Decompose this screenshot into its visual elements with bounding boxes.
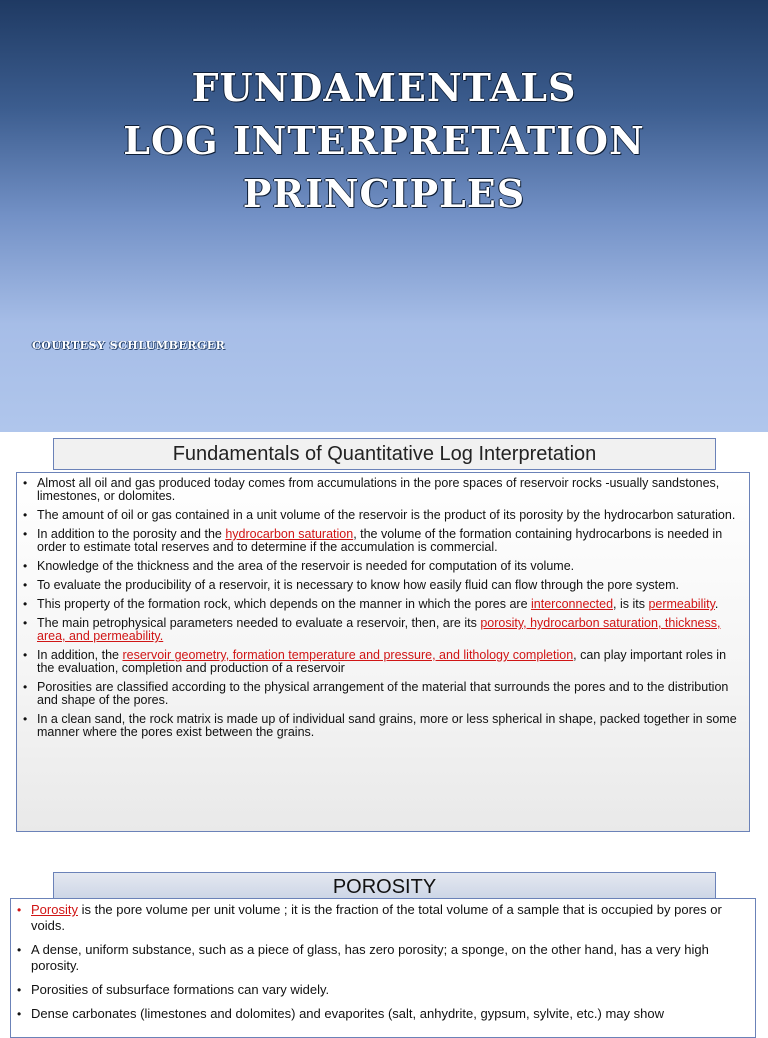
highlighted-term: Porosity (31, 902, 78, 917)
fundamentals-slide-title: Fundamentals of Quantitative Log Interpretation (53, 438, 716, 470)
bullet-item (23, 681, 739, 707)
bullet-item (23, 579, 739, 592)
porosity-body (10, 898, 756, 1038)
fundamentals-body (16, 472, 750, 832)
bullet-icon: • (23, 712, 28, 726)
bullet-text: , the volume of the formation containing hydrocarbons is needed in order to estimate total reserves and to determine if the accumulation is commercial. (37, 527, 723, 554)
bullet-item (17, 942, 745, 974)
bullet-text: A dense, uniform substance, such as a piece of glass, has zero porosity; a sponge, on the other hand, has a very high porosity. (31, 942, 709, 973)
bullet-icon: • (17, 903, 22, 917)
bullet-text: , is its (613, 597, 649, 611)
bullet-item (23, 528, 739, 554)
porosity-slide-title: POROSITY (53, 872, 716, 900)
bullet-text: Knowledge of the thickness and the area of the reservoir is needed for computation of its volume. (37, 559, 575, 573)
bullet-text: is the pore volume per unit volume ; it is the fraction of the total volume of a sample that is occupied by pores or voids. (31, 902, 722, 933)
bullet-icon: • (23, 680, 28, 694)
highlighted-term: hydrocarbon saturation (225, 527, 354, 541)
bullet-text: The amount of oil or gas contained in a unit volume of the reservoir is the product of its porosity by the hydrocarbon saturation. (37, 508, 736, 522)
bullet-icon: • (23, 476, 28, 490)
bullet-text: Almost all oil and gas produced today comes from accumulations in the pore spaces of reservoir rocks -usually sandstones, limestones, or dolomites. (37, 476, 720, 503)
fundamentals-bullet-list (23, 477, 739, 739)
title-line-3: PRINCIPLES (242, 171, 526, 216)
bullet-icon: • (23, 648, 28, 662)
bullet-text: The main petrophysical parameters needed to evaluate a reservoir, then, are its (37, 616, 481, 630)
bullet-icon: • (17, 983, 22, 997)
bullet-text: Porosities of subsurface formations can vary widely. (31, 982, 330, 997)
porosity-slide (0, 852, 768, 1024)
bullet-text: In a clean sand, the rock matrix is made up of individual sand grains, more or less spherical in shape, packed together in some manner where the pores exist between the grains. (37, 712, 737, 739)
bullet-icon: • (17, 1007, 22, 1021)
porosity-bullet-list (17, 902, 745, 1022)
bullet-text: , can play important roles in the evaluation, completion and production of a reservoir (37, 648, 727, 675)
bullet-item (23, 617, 739, 643)
bullet-icon: • (23, 616, 28, 630)
bullet-item (23, 649, 739, 675)
bullet-item (17, 1006, 745, 1022)
bullet-item (17, 902, 745, 934)
highlighted-term: reservoir geometry, formation temperature and pressure, and lithology completion (122, 648, 574, 662)
bullet-icon: • (23, 559, 28, 573)
bullet-text: . (714, 597, 719, 611)
bullet-icon: • (17, 943, 22, 957)
bullet-icon: • (23, 597, 28, 611)
bullet-text: Dense carbonates (limestones and dolomites) and evaporites (salt, anhydrite, gypsum, sylvite, etc.) may show (31, 1006, 664, 1021)
bullet-text: Porosities are classified according to the physical arrangement of the material that surrounds the pores and to the distribution and shape of the pores. (37, 680, 729, 707)
bullet-item (23, 598, 739, 611)
bullet-item (23, 713, 739, 739)
bullet-text: In addition to the porosity and the (37, 527, 226, 541)
bullet-item (23, 509, 739, 522)
title-slide-heading (0, 62, 768, 221)
title-line-2: LOG INTERPRETATION (123, 118, 645, 163)
bullet-item (23, 560, 739, 573)
highlighted-term: permeability (648, 597, 715, 611)
bullet-text: To evaluate the producibility of a reservoir, it is necessary to know how easily fluid can flow through the pore system. (37, 578, 679, 592)
bullet-item (17, 982, 745, 998)
title-slide (0, 0, 768, 432)
highlighted-term: interconnected (531, 597, 614, 611)
bullet-icon: • (23, 508, 28, 522)
title-line-1: FUNDAMENTALS (191, 65, 577, 110)
bullet-item (23, 477, 739, 503)
bullet-icon: • (23, 527, 28, 541)
bullet-icon: • (23, 578, 28, 592)
bullet-text: This property of the formation rock, which depends on the manner in which the pores are (37, 597, 532, 611)
highlighted-term: porosity, hydrocarbon saturation, thickness, area, and permeability. (37, 616, 721, 643)
fundamentals-slide (0, 432, 768, 852)
courtesy-credit: COURTESY SCHLUMBERGER (32, 339, 226, 352)
bullet-text: In addition, the (37, 648, 123, 662)
